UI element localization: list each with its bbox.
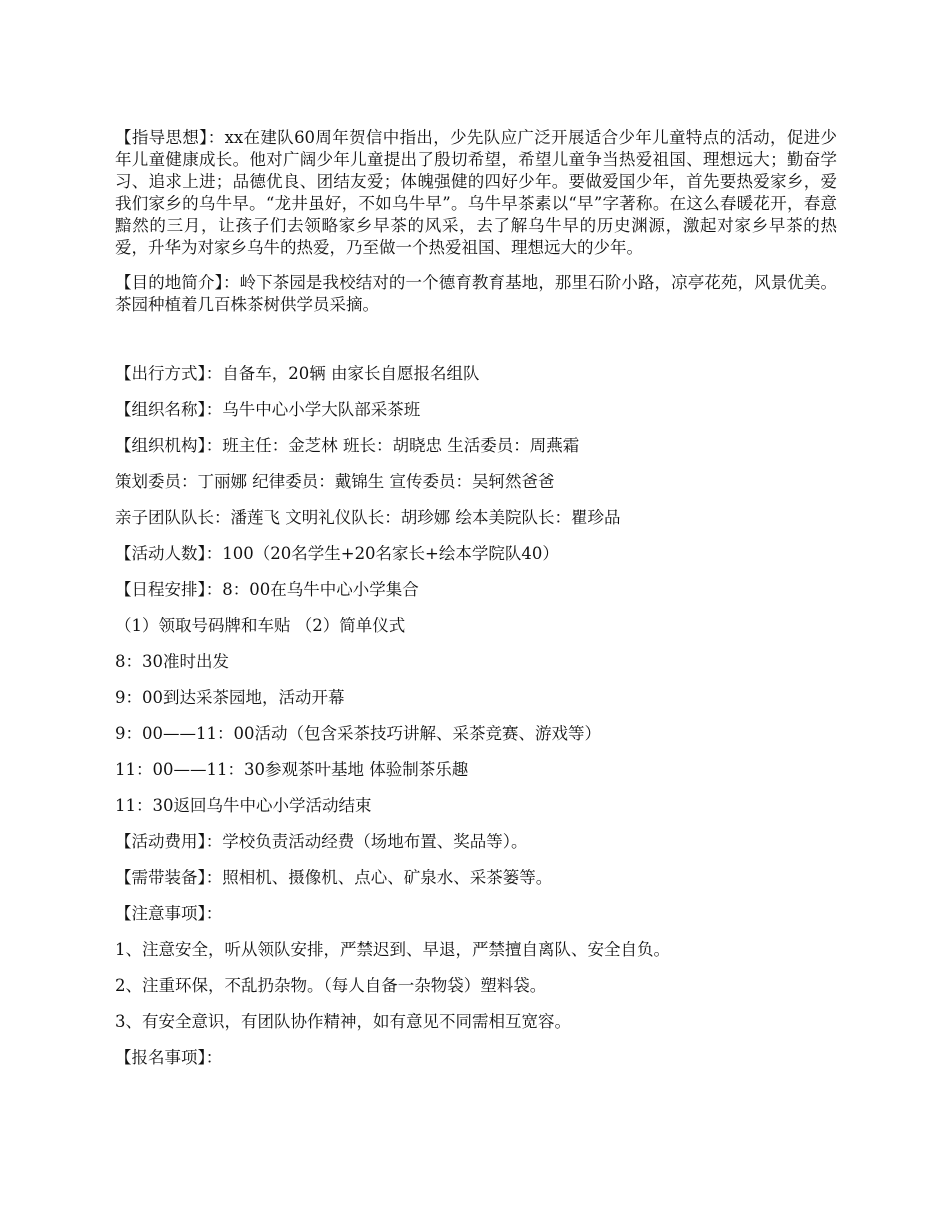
- activity-cost-line: 【活动费用】：学校负责活动经费（场地布置、奖品等）。: [115, 832, 528, 851]
- organization-structure-line: 【组织机构】：班主任：金芝林 班长：胡晓忠 生活委员：周燕霜: [115, 436, 580, 455]
- committee-members-line: 策划委员：丁丽娜 纪律委员：戴锦生 宣传委员：吴轲然爸爸: [115, 472, 555, 491]
- notes-heading-line: 【注意事项】：: [115, 904, 223, 923]
- equipment-line: 【需带装备】：照相机、摄像机、点心、矿泉水、采茶篓等。: [115, 868, 553, 887]
- travel-method-line: 【出行方式】：自备车，20辆 由家长自愿报名组队: [115, 364, 480, 383]
- note-item: 1、注意安全，听从领队安排，严禁迟到、早退，严禁擅自离队、安全自负。: [115, 940, 670, 959]
- registration-heading-line: 【报名事项】：: [115, 1048, 223, 1067]
- note-item: 3、有安全意识，有团队协作精神，如有意见不同需相互宽容。: [115, 1012, 571, 1031]
- participant-count-line: 【活动人数】：100（20名学生+20名家长+绘本学院队40）: [115, 544, 559, 563]
- team-leaders-line: 亲子团队队长：潘莲飞 文明礼仪队长：胡珍娜 绘本美院队长：瞿珍品: [115, 508, 621, 527]
- schedule-item: 9：00——11：00活动（包含采茶技巧讲解、采茶竞赛、游戏等）: [115, 724, 601, 743]
- section-spacer: [115, 316, 837, 363]
- schedule-item: 8：30准时出发: [115, 652, 229, 671]
- document-page: [115, 127, 837, 1083]
- destination-intro-paragraph: 【目的地简介】：岭下茶园是我校结对的一个德育教育基地，那里石阶小路，凉亭花苑，风景优美。茶园种植着几百株茶树供学员采摘。: [115, 273, 837, 314]
- schedule-heading-line: 【日程安排】：8：00在乌牛中心小学集合: [115, 580, 419, 599]
- guiding-ideology-paragraph: 【指导思想】：xx在建队60周年贺信中指出，少先队应广泛开展适合少年儿童特点的活动，促进少年儿童健康成长。他对广阔少年儿童提出了殷切希望，希望儿童争当热爱祖国、理想远大；勤奋学习、追求上进；品德优良、团结友爱；体魄强健的四好少年。要做爱国少年，首先要热爱家乡，爱我们家乡的乌牛早。“龙井虽好，不如乌牛早”。乌牛早茶素以“早”字著称。在这么春暖花开，春意黯然的三月，让孩子们去领略家乡早茶的风采，去了解乌牛早的历史渊源，激起对家乡早茶的热爱，升华为对家乡乌牛的热爱，乃至做一个热爱祖国、理想远大的少年。: [115, 128, 837, 257]
- schedule-item: 11：30返回乌牛中心小学活动结束: [115, 796, 372, 815]
- note-item: 2、注重环保，不乱扔杂物。（每人自备一杂物袋）塑料袋。: [115, 976, 547, 995]
- schedule-item: 9：00到达采茶园地，活动开幕: [115, 688, 345, 707]
- schedule-item: （1）领取号码牌和车贴 （2）简单仪式: [115, 616, 406, 635]
- organization-name-line: 【组织名称】：乌牛中心小学大队部采茶班: [115, 400, 421, 419]
- schedule-item: 11：00——11：30参观茶叶基地 体验制茶乐趣: [115, 760, 469, 779]
